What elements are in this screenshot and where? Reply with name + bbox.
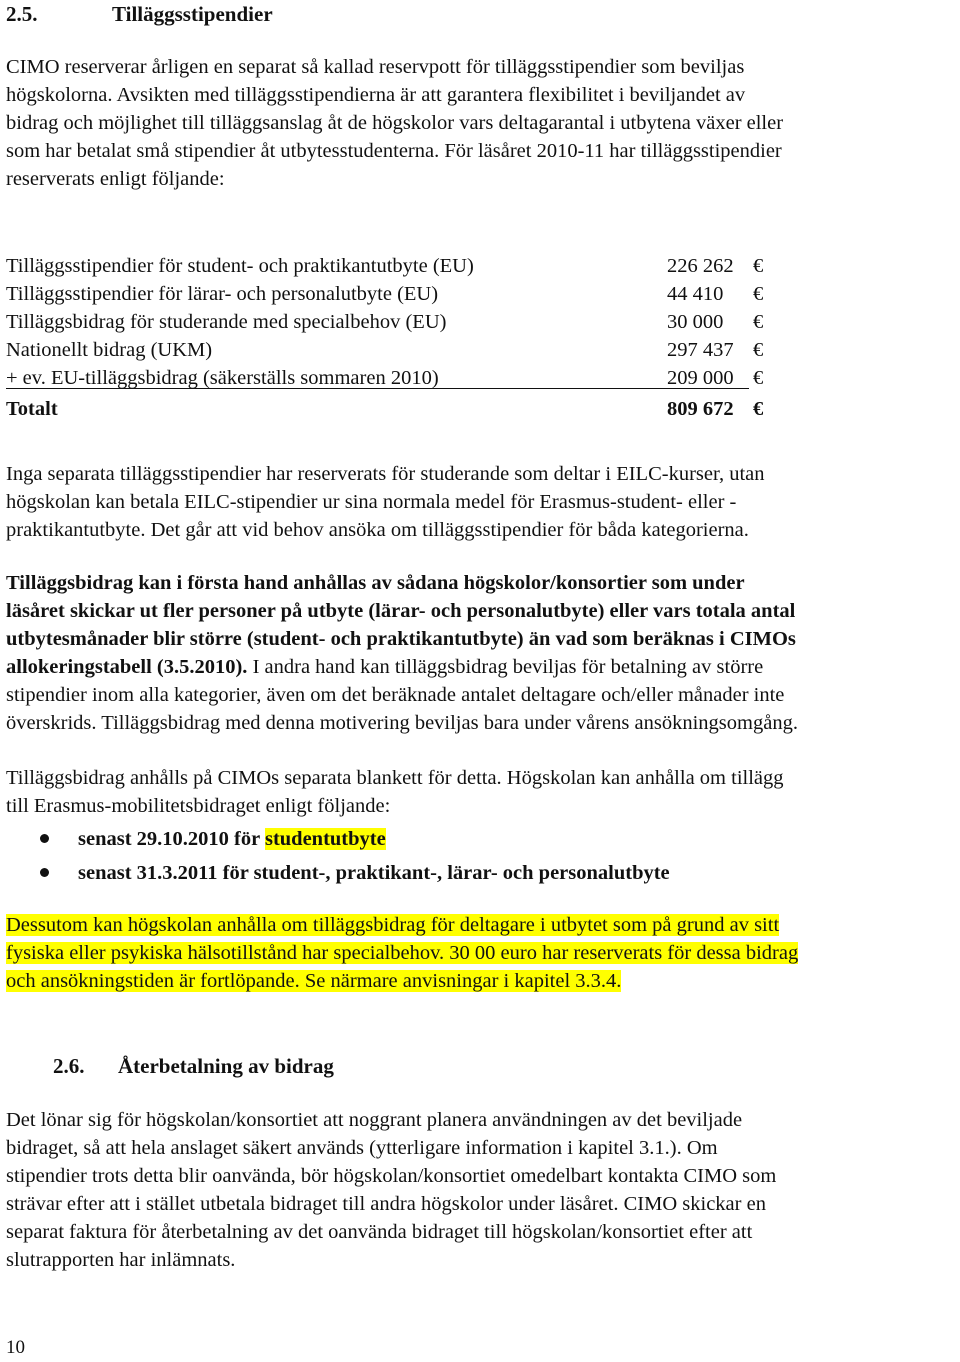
- text-line: Inga separata tilläggsstipendier har reserverats för studerande som deltar i EILC-kurser, utan: [6, 463, 765, 485]
- allocation-total-row: [6, 395, 786, 423]
- text-line: överskrids. Tilläggsbidrag med denna motivering beviljas bara under vårens ansökningsomgång.: [6, 712, 798, 734]
- text-line: [6, 939, 956, 967]
- total-label: Totalt: [6, 398, 58, 420]
- bold-text-line: utbytesmånader blir större (student- och praktikantutbyte) än vad som beräknas i CIMOs: [6, 628, 796, 650]
- list-item: [40, 825, 940, 859]
- allocation-label: Tilläggsbidrag för studerande med specialbehov (EU): [6, 311, 447, 333]
- highlighted-text: fysiska eller psykiska hälsotillstånd har specialbehov. 30 00 euro har reserverats för dessa bidrag: [6, 942, 799, 964]
- allocation-amount: 30 000: [667, 311, 724, 333]
- euro-symbol: €: [753, 367, 764, 389]
- text-line: bidraget, så att hela anslaget säkert används (ytterligare information i kapitel 3.1.). Om: [6, 1137, 718, 1159]
- euro-symbol: €: [753, 339, 764, 361]
- section-heading-2-6: [53, 1052, 334, 1080]
- allocation-label: Nationellt bidrag (UKM): [6, 339, 213, 361]
- deadline-list: [40, 825, 940, 893]
- section-title: Återbetalning av bidrag: [118, 1054, 334, 1078]
- list-item-text: senast 31.3.2011 för student-, praktikant-, lärar- och personalutbyte: [78, 862, 670, 884]
- allocation-amount: 297 437: [667, 339, 734, 361]
- sum-underline: [6, 388, 749, 389]
- text-line: [6, 967, 956, 995]
- text-line: bidrag och möjlighet till tilläggsanslag åt de högskolor vars deltagarantal i utbytena växer eller: [6, 112, 784, 134]
- section-number: 2.6.: [53, 1054, 85, 1078]
- text-line: Tilläggsbidrag anhålls på CIMOs separata blankett för detta. Högskolan kan anhålla om tillägg: [6, 767, 784, 789]
- allocation-amount: 44 410: [667, 283, 724, 305]
- section-title: Tilläggsstipendier: [112, 2, 273, 26]
- highlighted-text: studentutbyte: [264, 828, 386, 850]
- allocation-label: Tilläggsstipendier för student- och praktikantutbyte (EU): [6, 255, 474, 277]
- bold-text-line: läsåret skickar ut fler personer på utbyte (lärar- och personalutbyte) eller vars totala antal: [6, 600, 796, 622]
- repayment-paragraph: [6, 1106, 956, 1274]
- text-line: separat faktura för återbetalning av det oanvända bidraget till högskolan/konsortiet efter att: [6, 1221, 753, 1243]
- deadline-prefix: senast 29.10.2010 för: [78, 828, 265, 850]
- allocation-amount: 209 000: [667, 367, 734, 389]
- allocation-row: [6, 336, 786, 364]
- allocation-row: [6, 280, 786, 308]
- conditions-paragraph: [6, 569, 956, 737]
- allocation-table: [6, 252, 786, 423]
- text-line: högskolan kan betala EILC-stipendier ur sina normala medel för Erasmus-student- eller -: [6, 491, 737, 513]
- text-line: reserverats enligt följande:: [6, 168, 225, 190]
- text-line: stipendier trots detta blir oanvända, bör högskolan/konsortiet omedelbart kontakta CIMO som: [6, 1165, 777, 1187]
- text-line: slutrapporten har inlämnats.: [6, 1249, 236, 1271]
- highlighted-text: och ansökningstiden är fortlöpande. Se närmare anvisningar i kapitel 3.3.4.: [6, 970, 622, 992]
- normal-fragment: I andra hand kan tilläggsbidrag beviljas för betalning av större: [247, 656, 764, 678]
- application-paragraph: [6, 764, 956, 820]
- intro-paragraph: [6, 53, 956, 193]
- text-line: strävar efter att i stället utbetala bidraget till andra högskolor under läsåret. CIMO skickar en: [6, 1193, 766, 1215]
- allocation-row: [6, 252, 786, 280]
- bullet-icon: [40, 868, 49, 877]
- text-line: Det lönar sig för högskolan/konsortiet att noggrant planera användningen av det beviljade: [6, 1109, 743, 1131]
- allocation-label: Tilläggsstipendier för lärar- och personalutbyte (EU): [6, 283, 439, 305]
- section-heading-2-5: [6, 0, 273, 28]
- euro-symbol: €: [753, 398, 764, 420]
- euro-symbol: €: [753, 283, 764, 305]
- list-item: [40, 859, 940, 893]
- text-line: högskolorna. Avsikten med tilläggsstipendierna är att garantera flexibilitet i beviljandet av: [6, 84, 746, 106]
- allocation-row: [6, 364, 786, 392]
- allocation-amount: 226 262: [667, 255, 734, 277]
- eilc-paragraph: [6, 460, 956, 544]
- euro-symbol: €: [753, 255, 764, 277]
- section-number: 2.5.: [6, 2, 38, 26]
- text-line: praktikantutbyte. Det går att vid behov ansöka om tilläggsstipendier för båda kategorierna.: [6, 519, 749, 541]
- total-amount: 809 672: [667, 398, 734, 420]
- mixed-text-line: [6, 653, 956, 681]
- allocation-label: + ev. EU-tilläggsbidrag (säkerställs sommaren 2010): [6, 367, 439, 389]
- euro-symbol: €: [753, 311, 764, 333]
- text-line: CIMO reserverar årligen en separat så kallad reservpott för tilläggsstipendier som beviljas: [6, 56, 745, 78]
- text-line: som har betalat små stipendier åt utbytesstudenterna. För läsåret 2010-11 har tilläggsstipendier: [6, 140, 782, 162]
- text-line: [6, 911, 956, 939]
- bold-fragment: allokeringstabell (3.5.2010).: [6, 656, 248, 678]
- bold-text-line: Tilläggsbidrag kan i första hand anhållas av sådana högskolor/konsortier som under: [6, 572, 745, 594]
- list-item-text: [78, 825, 386, 853]
- bullet-icon: [40, 834, 49, 843]
- page-number: 10: [6, 1337, 25, 1358]
- highlighted-text: Dessutom kan högskolan anhålla om tilläggsbidrag för deltagare i utbytet som på grund av sitt: [6, 914, 780, 936]
- special-needs-paragraph: [6, 911, 956, 995]
- text-line: till Erasmus-mobilitetsbidraget enligt följande:: [6, 795, 391, 817]
- allocation-row: [6, 308, 786, 336]
- text-line: stipendier inom alla kategorier, även om det beräknade antalet deltagare och/eller månader inte: [6, 684, 785, 706]
